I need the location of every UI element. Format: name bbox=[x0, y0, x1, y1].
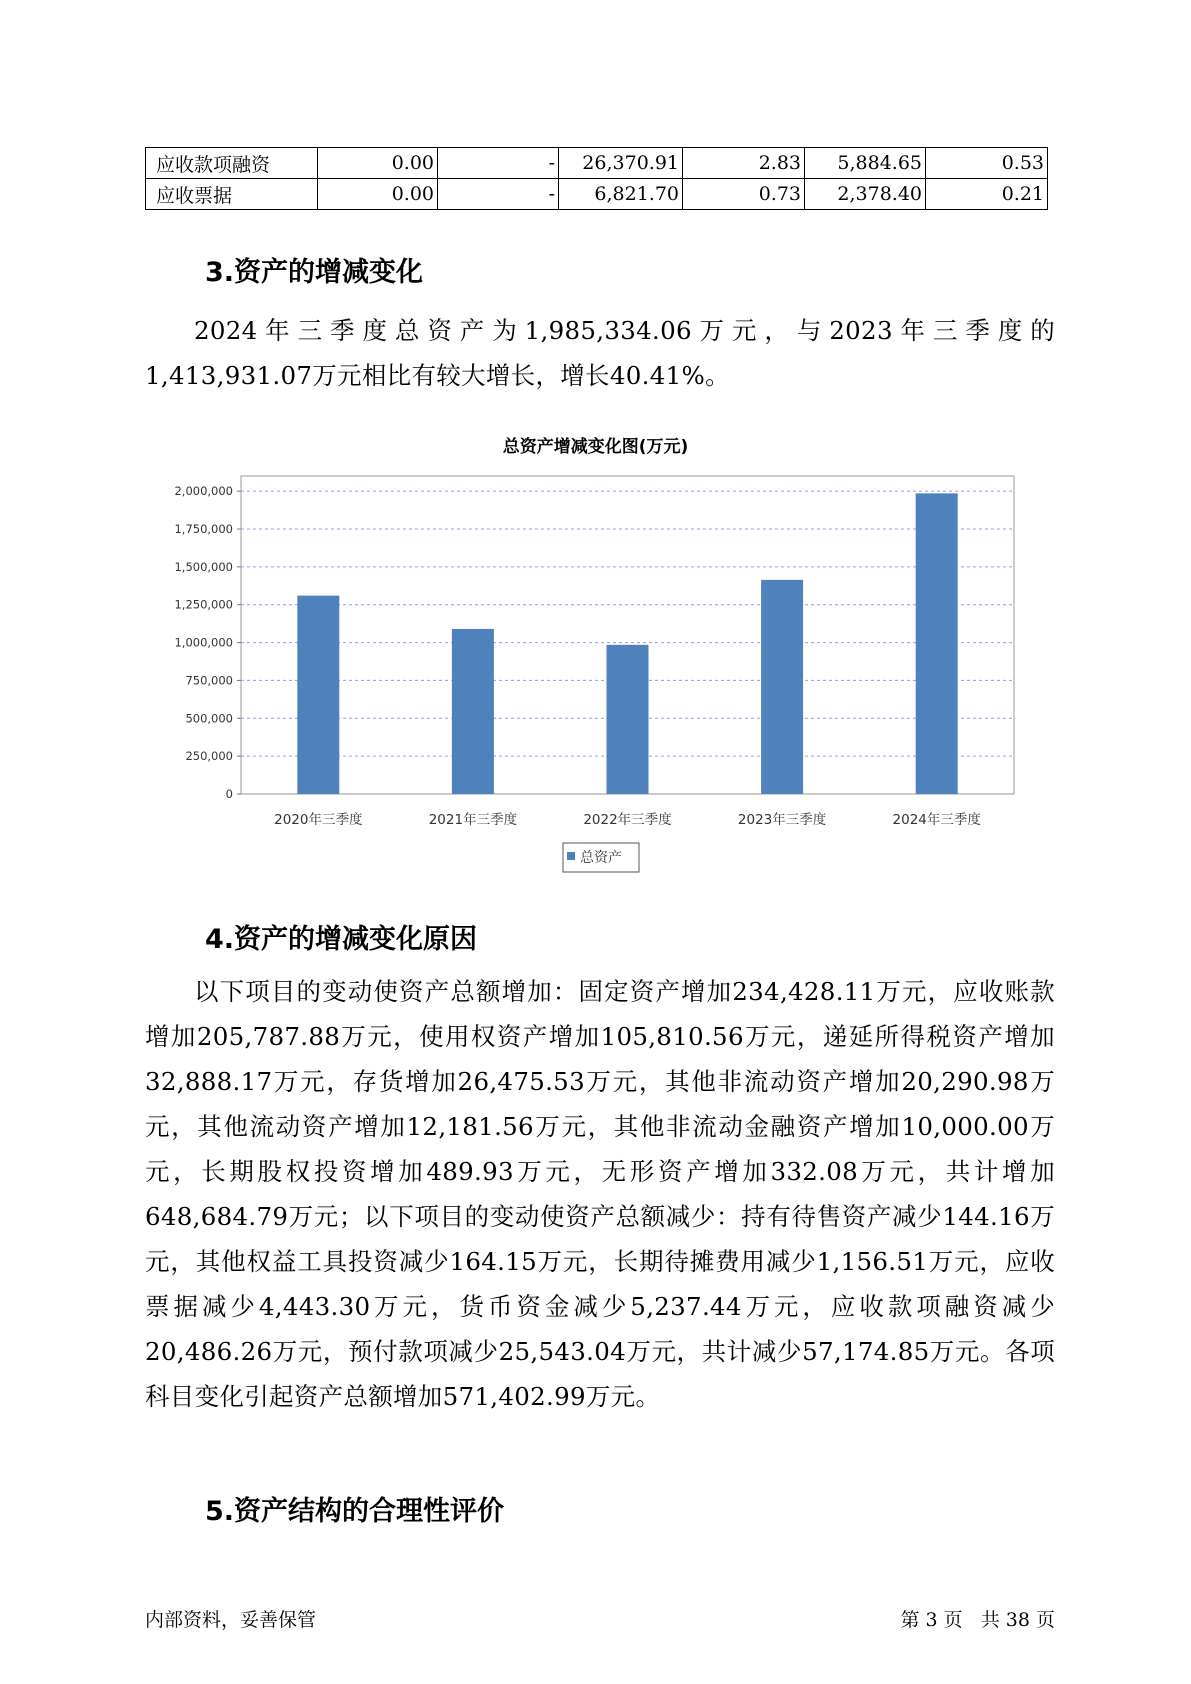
y-tick-label: 750,000 bbox=[185, 673, 233, 688]
footer-page-number: 第 3 页 共 38 页 bbox=[900, 1609, 1055, 1631]
table-cell: 26,370.91 bbox=[559, 148, 683, 179]
table-cell: - bbox=[438, 148, 559, 179]
y-tick-label: 500,000 bbox=[185, 711, 233, 726]
x-tick-label: 2024年三季度 bbox=[892, 812, 981, 828]
table-cell: 2.83 bbox=[683, 148, 805, 179]
chart-title: 总资产增减变化图(万元) bbox=[502, 437, 689, 457]
y-axis-labels bbox=[174, 484, 241, 801]
row-name: 应收票据 bbox=[146, 179, 318, 210]
table-cell: 0.73 bbox=[683, 179, 805, 210]
section3-paragraph: 2024年三季度总资产为1,985,334.06万元，与2023年三季度的1,413,931.07万元相比有较大增长，增长40.41%。 bbox=[145, 316, 1055, 390]
bar bbox=[297, 596, 339, 794]
table-cell: 0.53 bbox=[926, 148, 1048, 179]
table-cell: 0.00 bbox=[318, 148, 438, 179]
row-name: 应收款项融资 bbox=[146, 148, 318, 179]
x-tick-label: 2021年三季度 bbox=[428, 812, 518, 828]
x-tick-label: 2022年三季度 bbox=[583, 812, 672, 828]
y-tick-label: 1,750,000 bbox=[174, 522, 233, 536]
section4-paragraph: 以下项目的变动使资产总额增加：固定资产增加234,428.11万元，应收账款增加205,787.88万元，使用权资产增加105,810.56万元，递延所得税资产增加32,888.17万元，存货增加26,475.53万元，其他非流动资产增加20,290.98万元，其他流动资产增加12,181.56万元，其他非流动金融资产增加10,000.00万元，长期股权投资增加489.93万元，无形资产增加332.08万元，共计增加648,684.79万元；以下项目的变动使资产总额减少：持有待售资产减少144.16万元，其他权益工具投资减少164.15万元，长期待摊费用减少1,156.51万元，应收票据减少4,443.30万元，货币资金减少5,237.44万元，应收款项融资减少20,486.26万元，预付款项减少25,543.04万元，共计减少57,174.85万元。各项科目变化引起资产总额增加571,402.99万元。 bbox=[145, 977, 1055, 1411]
section4-paragraph-block bbox=[145, 969, 1055, 1419]
y-tick-label: 1,250,000 bbox=[174, 597, 233, 612]
section-heading-5: 5.资产结构的合理性评价 bbox=[205, 1496, 505, 1527]
bar bbox=[761, 580, 803, 794]
bar bbox=[607, 645, 649, 794]
y-tick-label: 2,000,000 bbox=[174, 484, 233, 499]
table-cell: 5,884.65 bbox=[805, 148, 926, 179]
table-cell: 6,821.70 bbox=[559, 179, 683, 210]
legend-label: 总资产 bbox=[580, 850, 622, 866]
table-cell: - bbox=[438, 179, 559, 210]
legend bbox=[563, 843, 639, 872]
bar bbox=[916, 493, 958, 794]
table-cell: 0.00 bbox=[318, 179, 438, 210]
table-cell: 0.21 bbox=[926, 179, 1048, 210]
footer-left: 内部资料，妥善保管 bbox=[145, 1609, 317, 1631]
section-heading-3: 3.资产的增减变化 bbox=[205, 257, 424, 288]
x-tick-label: 2020年三季度 bbox=[274, 812, 363, 828]
y-tick-label: 1,000,000 bbox=[174, 635, 233, 650]
bar bbox=[452, 629, 494, 794]
y-tick-label: 250,000 bbox=[185, 749, 233, 764]
x-tick-label: 2023年三季度 bbox=[737, 812, 827, 828]
legend-swatch bbox=[567, 852, 575, 860]
x-axis-labels bbox=[274, 811, 981, 828]
y-tick-label: 0 bbox=[225, 787, 233, 801]
y-tick-label: 1,500,000 bbox=[174, 559, 233, 574]
section-heading-4: 4.资产的增减变化原因 bbox=[205, 924, 478, 955]
table-cell: 2,378.40 bbox=[805, 179, 926, 210]
